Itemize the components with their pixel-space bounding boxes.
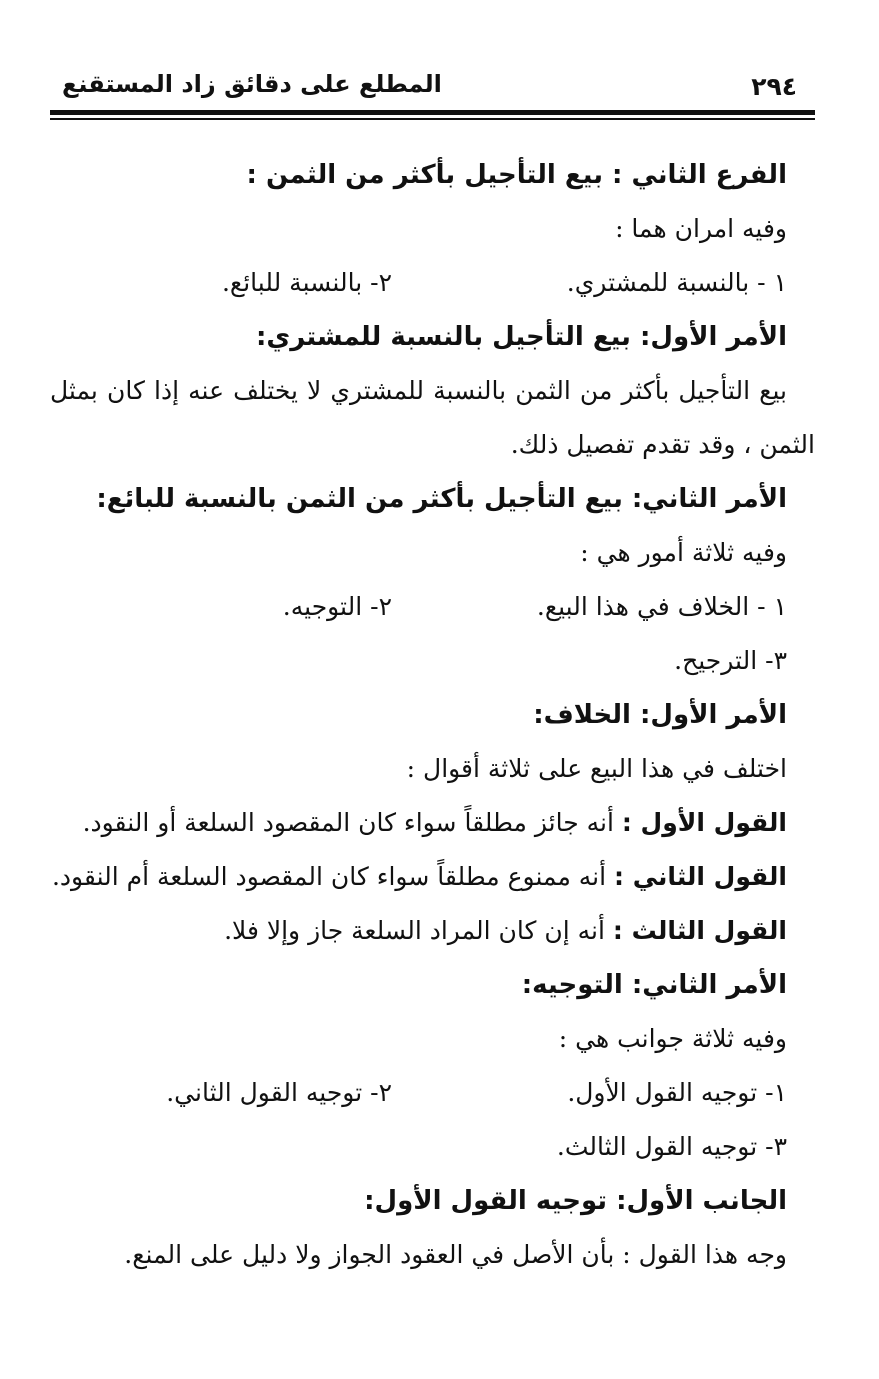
list-item: ٢- توجيه القول الثاني. (166, 1078, 392, 1107)
page-body (50, 148, 815, 1282)
branch-heading: الفرع الثاني : بيع التأجيل بأكثر من الثمن : (246, 160, 787, 190)
page-header (50, 62, 815, 108)
opinion-label: القول الأول : (621, 808, 787, 837)
second-matter-heading: الأمر الثاني: بيع التأجيل بأكثر من الثمن بالنسبة للبائع: (96, 484, 787, 514)
list-three-matters (50, 580, 787, 634)
opinion-text: أنه جائز مطلقاً سواء كان المقصود السلعة أو النقود. (82, 808, 622, 837)
opinion-label: القول الثالث : (612, 916, 787, 945)
header-rule-thick (50, 110, 815, 115)
paragraph-line: الثمن ، وقد تقدم تفصيل ذلك. (510, 430, 815, 459)
list-aspects (50, 1066, 787, 1120)
opinion-text: أنه ممنوع مطلقاً سواء كان المقصود السلعة أم النقود. (51, 862, 615, 891)
page-number: ٢٩٤ (751, 72, 797, 101)
opinion-label: القول الثاني : (614, 862, 787, 891)
list-item: ١ - الخلاف في هذا البيع. (536, 592, 787, 621)
running-title: المطلع على دقائق زاد المستقنع (62, 70, 442, 98)
opinion-two (50, 850, 787, 904)
dispute-intro: اختلف في هذا البيع على ثلاثة أقوال : (406, 754, 787, 783)
intro-three-matters: وفيه ثلاثة أمور هي : (580, 538, 787, 567)
list-item: ٣- الترجيح. (674, 646, 787, 675)
intro-aspects: وفيه ثلاثة جوانب هي : (558, 1024, 787, 1053)
justification-heading: الأمر الثاني: التوجيه: (521, 970, 787, 1000)
list-item: ٢- التوجيه. (282, 592, 392, 621)
opinion-one (50, 796, 787, 850)
dispute-heading: الأمر الأول: الخلاف: (533, 700, 787, 730)
first-aspect-heading: الجانب الأول: توجيه القول الأول: (364, 1186, 787, 1216)
opinion-text: أنه إن كان المراد السلعة جاز وإلا فلا. (224, 916, 613, 945)
list-item: ٣- توجيه القول الثالث. (556, 1132, 787, 1161)
list-item: ١- توجيه القول الأول. (567, 1078, 787, 1107)
list-item: ٢- بالنسبة للبائع. (221, 268, 392, 297)
list-item: ١ - بالنسبة للمشتري. (566, 268, 787, 297)
paragraph-line: وجه هذا القول : بأن الأصل في العقود الجواز ولا دليل على المنع. (124, 1240, 787, 1269)
list-two-matters (50, 256, 787, 310)
intro-two-matters: وفيه امران هما : (615, 214, 787, 243)
opinion-three (50, 904, 787, 958)
header-rule-thin (50, 118, 815, 120)
paragraph-line: بيع التأجيل بأكثر من الثمن بالنسبة للمشتري لا يختلف عنه إذا كان بمثل (50, 376, 787, 405)
first-matter-heading: الأمر الأول: بيع التأجيل بالنسبة للمشتري: (256, 322, 787, 352)
